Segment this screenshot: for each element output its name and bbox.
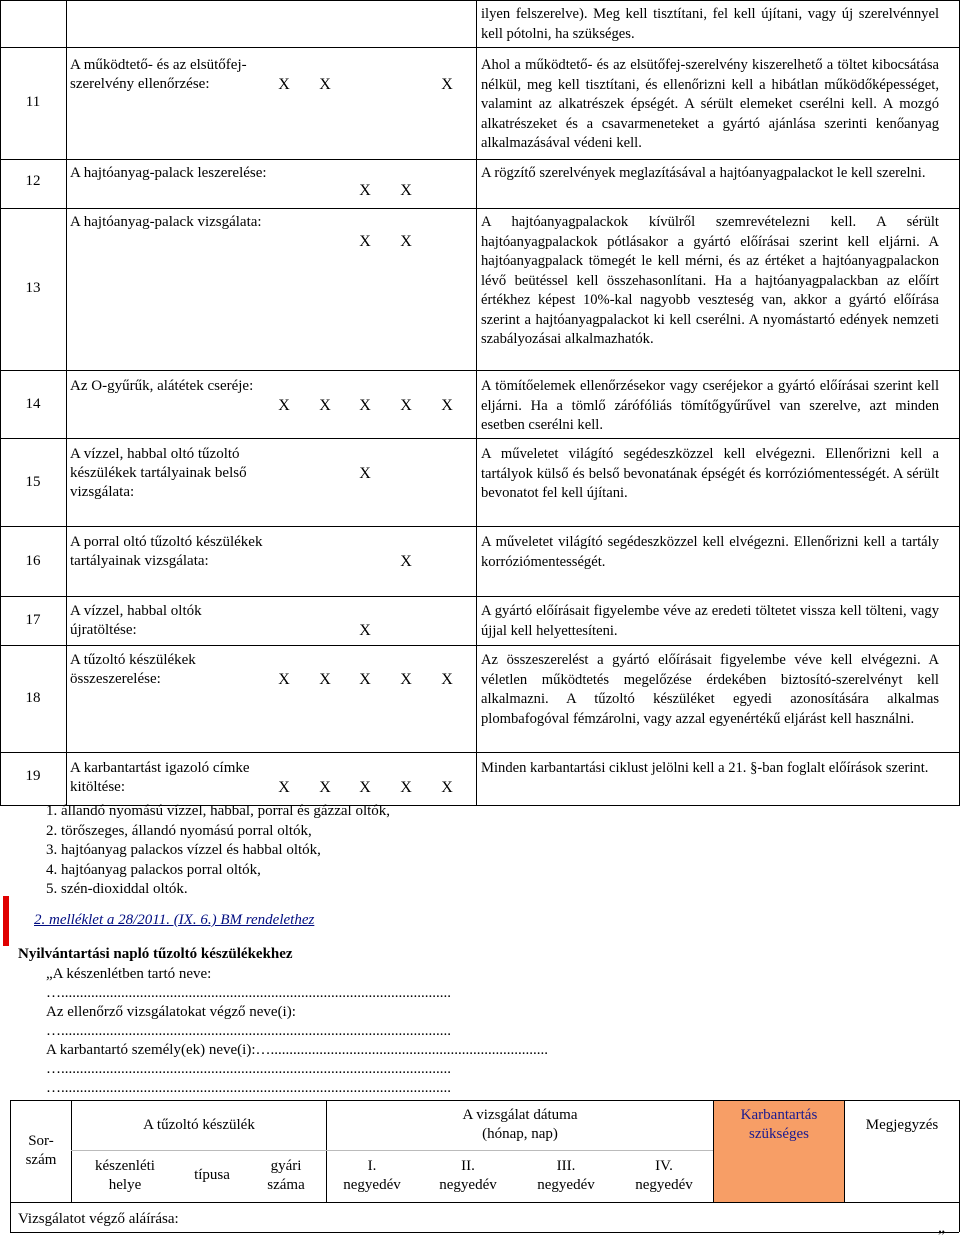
mark-col3: X	[359, 622, 371, 639]
closing-quote: ”	[938, 1228, 946, 1245]
owner-dots[interactable]: …........................................................................................................	[46, 985, 451, 1001]
legend-item: 5. szén-dioxiddal oltók.	[46, 881, 188, 897]
owner-label: „A készenlétben tartó neve:	[46, 966, 212, 982]
mark-col3: X	[359, 465, 371, 482]
row-note: A gyártó előírásait figyelembe véve az eredeti töltetet vissza kell tölteni, vagy újjal kell helyettesíteni.	[481, 603, 939, 639]
mark-col2: X	[319, 779, 331, 796]
mark-col1: X	[278, 779, 290, 796]
row-number: 12	[25, 173, 41, 189]
mark-col4: X	[400, 553, 412, 570]
mark-col4: X	[400, 182, 412, 199]
mark-col4: X	[400, 779, 412, 796]
quarter-4-header: IV. negyedév	[635, 1158, 693, 1193]
mark-col3: X	[359, 779, 371, 796]
legend-item: 3. hajtóanyag palackos vízzel és habbal oltók,	[46, 842, 321, 858]
mark-col1: X	[278, 76, 290, 93]
inspector-label: Az ellenőrző vizsgálatokat végző neve(i):	[46, 1004, 296, 1020]
row-number: 15	[25, 474, 41, 490]
legend-item: 4. hajtóanyag palackos porral oltók,	[46, 861, 261, 878]
row-number: 11	[25, 94, 41, 110]
row-description: A vízzel, habbal oltó tűzoltó készülékek tartályainak belső vizsgálata:	[70, 446, 247, 500]
mark-col5: X	[441, 76, 453, 93]
row-number: 19	[25, 768, 41, 784]
top-note: ilyen felszerelve). Meg kell tisztítani, fel kell újítani, vagy új szerelvénnyel kell pótolni, ha szükséges.	[481, 6, 939, 42]
row-description: A hajtóanyag-palack leszerelése:	[70, 165, 267, 181]
mark-col3: X	[359, 397, 371, 414]
mark-col2: X	[319, 397, 331, 414]
mark-col2: X	[319, 671, 331, 688]
mark-col1: X	[278, 397, 290, 414]
row-description: A tűzoltó készülékek összeszerelése:	[70, 652, 196, 687]
legend-item: 1. állandó nyomású vízzel, habbal, porral és gázzal oltók,	[46, 803, 391, 819]
row-number: 16	[25, 553, 41, 569]
change-marker	[3, 896, 9, 946]
device-header: A tűzoltó készülék	[143, 1117, 255, 1133]
mark-col3: X	[359, 233, 371, 250]
quarter-1-header: I. negyedév	[343, 1158, 401, 1193]
type-header: típusa	[194, 1167, 230, 1183]
mark-col1: X	[278, 671, 290, 688]
mark-col5: X	[441, 397, 453, 414]
log-title: Nyilvántartási napló tűzoltó készülékekhez	[18, 946, 293, 962]
mark-col4: X	[400, 671, 412, 688]
inspector-dots[interactable]: …........................................................................................................	[46, 1023, 451, 1039]
mark-col5: X	[441, 779, 453, 796]
row-description: A hajtóanyag-palack vizsgálata:	[70, 214, 262, 230]
row-number: 13	[25, 280, 41, 296]
maintainer-label[interactable]: A karbantartó személy(ek) neve(i):…..........................................................................	[46, 1042, 548, 1058]
sorszam-header: Sor- szám	[25, 1133, 57, 1168]
row-note: Ahol a működtető- és az elsütőfej-szerelvény kiszerelhető a töltet kibocsátása nélkül, meg kell tisztítani, és ellenőrizni kell a hibátlan működőképességet, valamint az alkatrészek épségét. A sérült elemeket cserélni kell. A mozgó alkatrészeket és a csavarmeneteket a gyártó ajánlása szerinti kenőanyag alkalmazásával védeni kell.	[481, 57, 939, 151]
quarter-2-header: II. negyedév	[439, 1158, 497, 1193]
maintainer-dots[interactable]: …........................................................................................................	[46, 1061, 451, 1077]
row-description: A karbantartást igazoló címke kitöltése:	[70, 760, 250, 795]
mark-col5: X	[441, 671, 453, 688]
row-description: A porral oltó tűzoltó készülékek tartályainak vizsgálata:	[70, 534, 263, 569]
legend-list	[46, 802, 390, 900]
legend-item: 2. törőszeges, állandó nyomású porral oltók,	[46, 822, 312, 839]
quarter-3-header: III. negyedév	[537, 1158, 595, 1193]
mark-col3: X	[359, 182, 371, 199]
signature-label: Vizsgálatot végző aláírása:	[18, 1211, 179, 1227]
mark-col4: X	[400, 233, 412, 250]
serial-header: gyári száma	[267, 1158, 305, 1193]
row-note: A műveletet világító segédeszközzel kell elvégezni. Ellenőrizni kell a tartály korróziómentességét.	[481, 534, 939, 570]
row-number: 14	[25, 396, 41, 412]
row-note: Minden karbantartási ciklust jelölni kell a 21. §-ban foglalt előírások szerint.	[481, 760, 929, 776]
mark-col4: X	[400, 397, 412, 414]
maintenance-header: Karbantartás szükséges	[740, 1107, 818, 1142]
location-header: készenléti helye	[95, 1158, 155, 1193]
row-description: Az O-gyűrűk, alátétek cseréje:	[70, 378, 254, 394]
maintainer-dots[interactable]: …........................................................................................................	[46, 1080, 451, 1096]
row-number: 18	[25, 690, 41, 706]
row-note: A tömítőelemek ellenőrzésekor vagy cseréjekor a gyártó előírásai szerint kell eljárni. Ha a tömlő zárófóliás tömítőgyűrűvel van szerelve, azt minden esetben cserélni kell.	[481, 378, 939, 433]
mark-col3: X	[359, 671, 371, 688]
date-header: A vizsgálat dátuma (hónap, nap)	[462, 1107, 578, 1142]
mark-col2: X	[319, 76, 331, 93]
row-description: A működtető- és az elsütőfej-szerelvény ellenőrzése:	[70, 57, 247, 92]
remark-header: Megjegyzés	[865, 1117, 939, 1133]
row-note: A rögzítő szerelvények meglazításával a hajtóanyagpalackot le kell szerelni.	[481, 165, 926, 181]
row-note: A hajtóanyagpalackok kívülről szemrevételezni kell. A sérült hajtóanyagpalackok pótlásakor a gyártó előírásai szerint kell eljárni. A hajtóanyagpalack tömegét le kell mérni, és az értéket a hajtóanyagpalackon lévő beütéssel kell összehasonlítani. Ha a hajtóanyagpalackban az előírt értékhez képest 10%-kal nagyobb veszteség van, akkor a gyártó előírása szerint a hajtóanyagpalackot ki kell cserélni. A nyomástartó edények nemzeti szabályozásai alkalmazhatók.	[481, 214, 939, 347]
row-note: Az összeszerelést a gyártó előírásait figyelembe véve kell elvégezni. A véletlen működtetés megelőzése érdekében biztosító-szerelvényt kell alkalmazni. A tűzoltó készüléket egyedi azonosítására alkalmas plombafogóval fémzárolni, vagy azzal egyenértékű eljárást kell használni.	[481, 652, 939, 727]
row-description: A vízzel, habbal oltók újratöltése:	[70, 603, 202, 638]
annex-link[interactable]: 2. melléklet a 28/2011. (IX. 6.) BM rendelethez	[34, 912, 315, 928]
row-note: A műveletet világító segédeszközzel kell elvégezni. Ellenőrizni kell a tartályok külső és belső bevonatának épségét és korróziómentességét. A sérült bevonatot fel kell újítani.	[481, 446, 939, 501]
row-number: 17	[25, 612, 41, 628]
